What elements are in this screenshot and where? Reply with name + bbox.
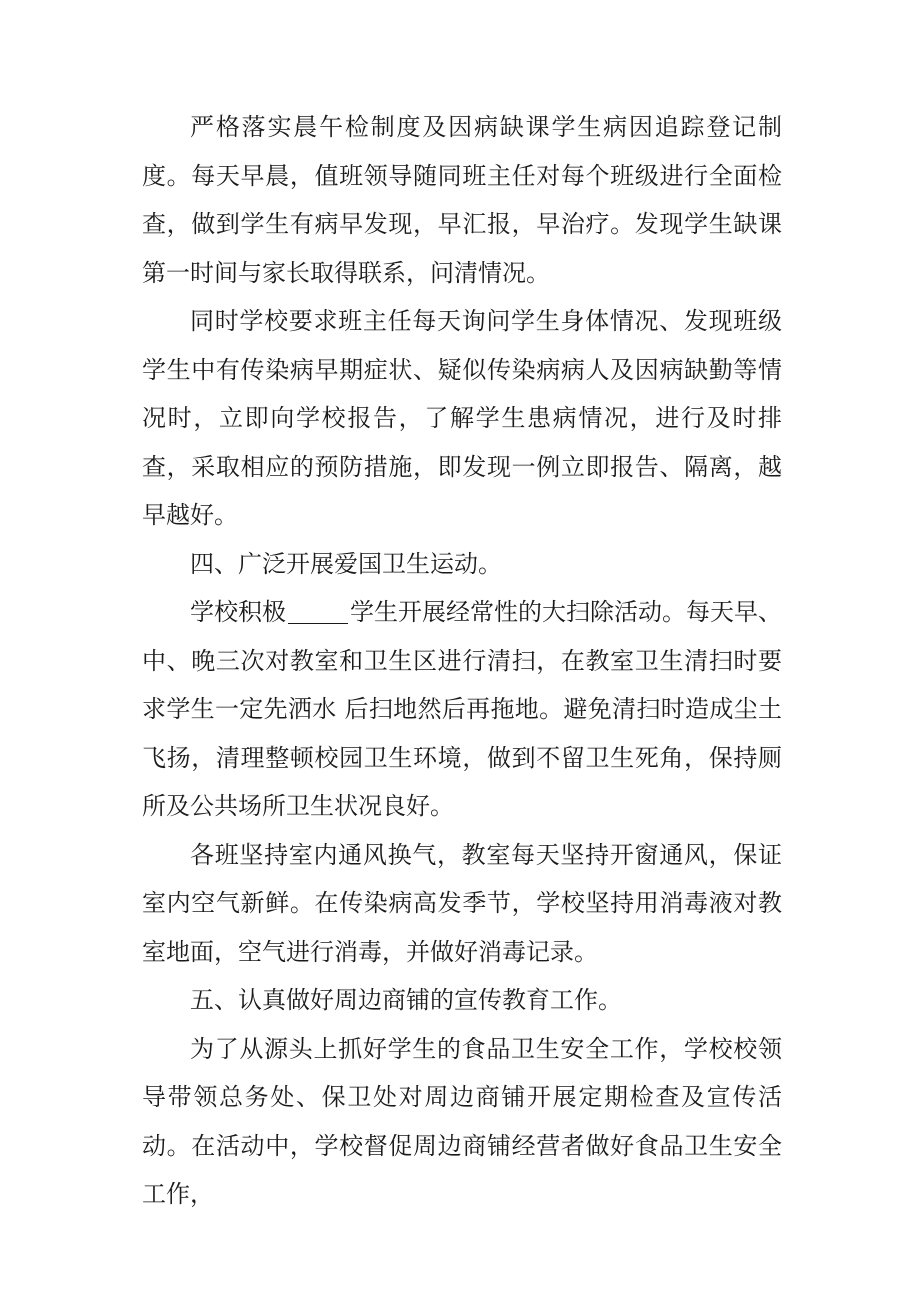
section-heading-4: 四、广泛开展爱国卫生运动。 <box>190 549 502 578</box>
section-heading-5: 五、认真做好周边商铺的宣传教育工作。 <box>190 986 622 1014</box>
fill-in-blank <box>288 599 348 624</box>
document-body <box>142 103 782 1219</box>
paragraph-cleaning-start: 学校积极 <box>190 598 286 626</box>
paragraph-morning-check: 严格落实晨午检制度及因病缺课学生病因追踪登记制度。每天早晨，值班领导随同班主任对每个班级进行全面检查，做到学生有病早发现，早汇报，早治疗。发现学生缺课第一时间与家长取得联系，问清情况。 <box>142 113 782 287</box>
paragraph-cleaning <box>142 588 782 831</box>
paragraph-daily-inquiry: 同时学校要求班主任每天询问学生身体情况、发现班级学生中有传染病早期症状、疑似传染病病人及因病缺勤等情况时，立即向学校报告，了解学生患病情况，进行及时排查，采取相应的预防措施，即发现一例立即报告、隔离，越早越好。 <box>142 307 782 529</box>
paragraph-cleaning-rest: 学生开展经常性的大扫除活动。每天早、中、晚三次对教室和卫生区进行清扫，在教室卫生清扫时要求学生一定先洒水 后扫地然后再拖地。避免清扫时造成尘土飞扬，清理整顿校园卫生环境，做到不留卫生死角，保持厕所及公共场所卫生状况良好。 <box>142 598 782 820</box>
paragraph-ventilation: 各班坚持室内通风换气，教室每天坚持开窗通风，保证室内空气新鲜。在传染病高发季节，学校坚持用消毒液对教室地面，空气进行消毒，并做好消毒记录。 <box>142 840 782 966</box>
paragraph-food-safety: 为了从源头上抓好学生的食品卫生安全工作，学校校领导带领总务处、保卫处对周边商铺开展定期检查及宣传活动。在活动中，学校督促周边商铺经营者做好食品卫生安全工作， <box>142 1034 782 1208</box>
